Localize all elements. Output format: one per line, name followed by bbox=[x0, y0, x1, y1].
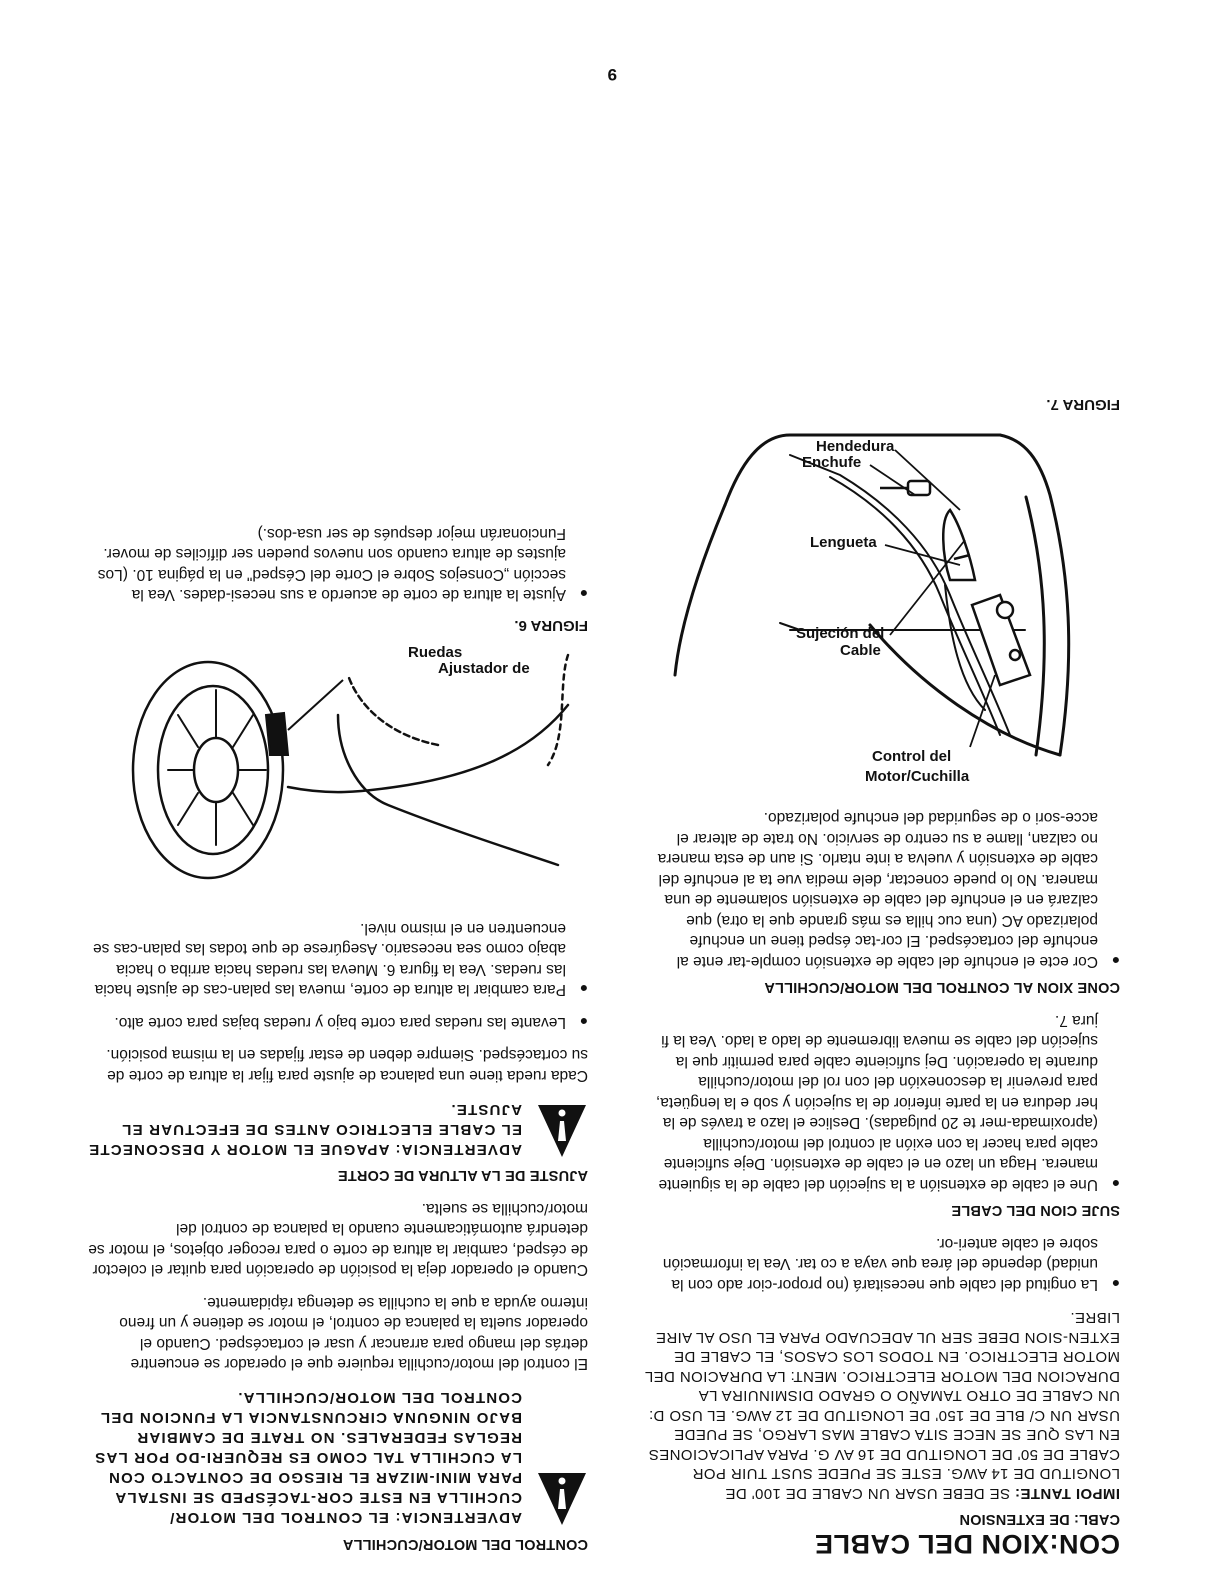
blade-control-paragraph-2: Cuando el operador deja la posición de operación para quitar el colector de césped, cambiar la altura de corte o para recoger objetos, el motor se detendrá automáticamente cuando la palanca de control del motor/cuchilla se suelta. bbox=[88, 1200, 588, 1279]
handle-frame-right bbox=[675, 505, 725, 675]
page-number: 9 bbox=[607, 65, 617, 84]
cable-length-list bbox=[644, 1233, 1120, 1295]
connection-list bbox=[644, 807, 1120, 971]
list-item: ● Para cambiar la altura de corte, mueva las palan-cas de ajuste hacia las ruedas. Vea la figura 6. Mueva las ruedas hacia arriba o hacia abajo como sea necesario. Asegúrese de que todas las palan-cas se encuentren en el mismo nivel. bbox=[88, 918, 566, 1000]
figure-7-caption: FIGURA 7. bbox=[1046, 396, 1120, 414]
label-sujecion-1: Sujeción del bbox=[796, 625, 885, 642]
label-adjuster-2: Ruedas bbox=[408, 645, 463, 662]
warning-box-1 bbox=[88, 1388, 588, 1528]
cable-connection-column bbox=[644, 384, 1120, 1559]
figure-6-caption: FIGURA 6. bbox=[514, 617, 588, 634]
blade-control-paragraph-1: El control del motor/cuchilla requiere que el operador se encuentre detrás del mango para arrancar y usar el cortacésped. Cuando el operador suelta la palanca de control, el motor se detiene y un freno interno ayuda a que la cuchilla se detenga rápidamente. bbox=[119, 1294, 588, 1373]
label-control-2: Motor/Cuchilla bbox=[865, 768, 970, 785]
list-item: ● Cor ecte el enchufe del cable de extensión comple-tar ente al enchufe del cortacésped. El cor-tac ésped tiene un enchufe polarizado AC (una cuc hilla es más grande que la otra) que calzará en el enchufe del cable de extensión solamente de una manera. No lo puede conectar, dele media vue ta al enchufe del cable de extensión y vuelva a inte ntarlo. Si aun de esta manera no calzan, llame a su centro de servicio. No trate de alterar el acce-sori o de seguridad del enchufe polarizado. bbox=[644, 807, 1098, 971]
cable-bracket-list bbox=[644, 1010, 1120, 1195]
deck-outline bbox=[288, 706, 568, 793]
height-list-continued bbox=[88, 523, 588, 605]
label-control-1: Control del bbox=[872, 748, 952, 765]
label-enchufe: Enchufe bbox=[802, 454, 862, 471]
wheel-spokes bbox=[168, 691, 266, 846]
handle-upper-bar bbox=[870, 625, 1060, 755]
list-item: ● Levante las ruedas para corte bajo y ruedas bajas para corte alto. bbox=[88, 1012, 566, 1033]
wheel-adjuster-lever bbox=[266, 714, 288, 756]
handle-frame-left-inner bbox=[1026, 497, 1044, 755]
warning-triangle-icon bbox=[536, 1103, 588, 1159]
extension-cable-subheading: CABL: DE EXTENSION bbox=[959, 1511, 1120, 1528]
cable-line-1 bbox=[790, 455, 1010, 735]
blade-control-connection-heading: CONE XION AL CONTROL DEL MOTOR/CUCHILLA bbox=[764, 979, 1120, 996]
list-item: ● Une el cable de extensión a la sujeción del cable de la siguiente manera. Haga un lazo en el cable de extensión. Deje suficiente cable para hacer la con exión al control del motor/cuchilla (aproximada-mer te 20 pulgadas). Deslice el lazo a través de la her dedura en la parte inferior de la sujeción y sob e la lengüeta, para prevenir la desconexión del con rol del motor/cuchilla durante la operación. Dej suficiente cable para permitir que la sujeción del cable se mueva libremente de lado a lado. Vea la fi jura 7. bbox=[644, 1010, 1098, 1195]
height-list bbox=[88, 918, 588, 1033]
cable-bracket-heading: SUJE CION DEL CABLE bbox=[951, 1202, 1120, 1219]
control-knob-icon bbox=[997, 602, 1013, 618]
important-text: SE DEBE USAR UN CABLE DE 100' DE LONGITUD DE 14 AWG. ESTE SE PUEDE SUST TUIR POR CABLE DE 50' DE LONGITUD DE 16 AV G. PARA APLICACIONES EN LAS QUE SE NECE SITA CABLE MAS LARGO, SE PUEDE USAR UN C/ BLE DE 150' DE LONGITUD DE 12 AWG. EL USO D: UN CABLE DE OTRO TAMAÑO O GRADO DISMINUIRA LA DURACION DEL MOTOR ELECTRICO. MENT: LA DURACION DEL MOTOR ELECTRICO. EN TODOS LOS CASOS, EL CABLE DE EXTEN-SION DEBE SER UL ADECUADO PARA EL USO AL AIRE LIBRE. bbox=[645, 1309, 1120, 1502]
blade-control-heading: CONTROL DEL MOTOR/CUCHILLA bbox=[342, 1536, 588, 1552]
figure-6 bbox=[88, 615, 588, 906]
warning-triangle-icon bbox=[536, 1472, 588, 1528]
figure-7-illustration bbox=[650, 425, 1120, 795]
cable-bracket-shape bbox=[943, 510, 975, 580]
important-notice bbox=[644, 1308, 1120, 1503]
blade-control-column bbox=[88, 511, 588, 1555]
list-item: ● La ongitud del cable que necesitará (no propor-cior ado con la unidad) depende del área que vaya a co tar. Vea la información sobre el cable anteri-or. bbox=[644, 1233, 1098, 1295]
cable-connection-heading: CON:XION DEL CABLE bbox=[814, 1529, 1120, 1559]
warning-box-2 bbox=[88, 1099, 588, 1159]
figure-6-illustration bbox=[88, 646, 588, 906]
figure-7 bbox=[644, 394, 1120, 795]
warning-text-1: ADVERTENCIA: EL CONTROL DEL MOTOR/ CUCHILLA EN ESTE COR-TACÉSPED SE INSTALA PARA MINI-MIZAR EL RIESGO DE CONTACTO CON LA CUCHILLA TAL COMO ES REQUERI-DO POR LAS REGLAS FEDERALES. NO TRATE DE CAMBIAR BAJO NINGUNA CIRCUNSTANCIA LA FUNCION DEL CONTROL DEL MOTOR/CUCHILLA. bbox=[94, 1389, 522, 1527]
label-hendedura: Hendedura bbox=[816, 438, 895, 455]
label-lengueta: Lengueta bbox=[810, 534, 877, 551]
handle-frame-left bbox=[1000, 435, 1069, 755]
label-sujecion-2: Cable bbox=[840, 642, 881, 659]
height-paragraph: Cada rueda tiene una palanca de ajuste para fijar la altura de corte de su cortacésped. Siempre deben de estar fijadas en la misma posición. bbox=[106, 1046, 588, 1084]
list-item: ● Ajuste la altura de corte de acuerdo a sus necesi-dades. Vea la sección „Consejos Sobre el Corte del Césped" en la página 10. (Los ajustes de altura cuando son nuevos pueden ser difíciles de mover. Funcionarán mejor después de ser usa-dos.) bbox=[88, 523, 566, 605]
important-label: IMPOI TANTE: bbox=[1014, 1485, 1120, 1502]
cutting-height-heading: AJUSTE DE LA ALTURA DE CORTE bbox=[337, 1167, 588, 1184]
label-adjuster-1: Ajustador de bbox=[438, 660, 530, 678]
warning-text-2: ADVERTENCIA: APAGUE EL MOTOR Y DESCONECTE EL CABLE ELECTRICO ANTES DE EFECTUAR EL AJUSTE. bbox=[88, 1101, 522, 1158]
